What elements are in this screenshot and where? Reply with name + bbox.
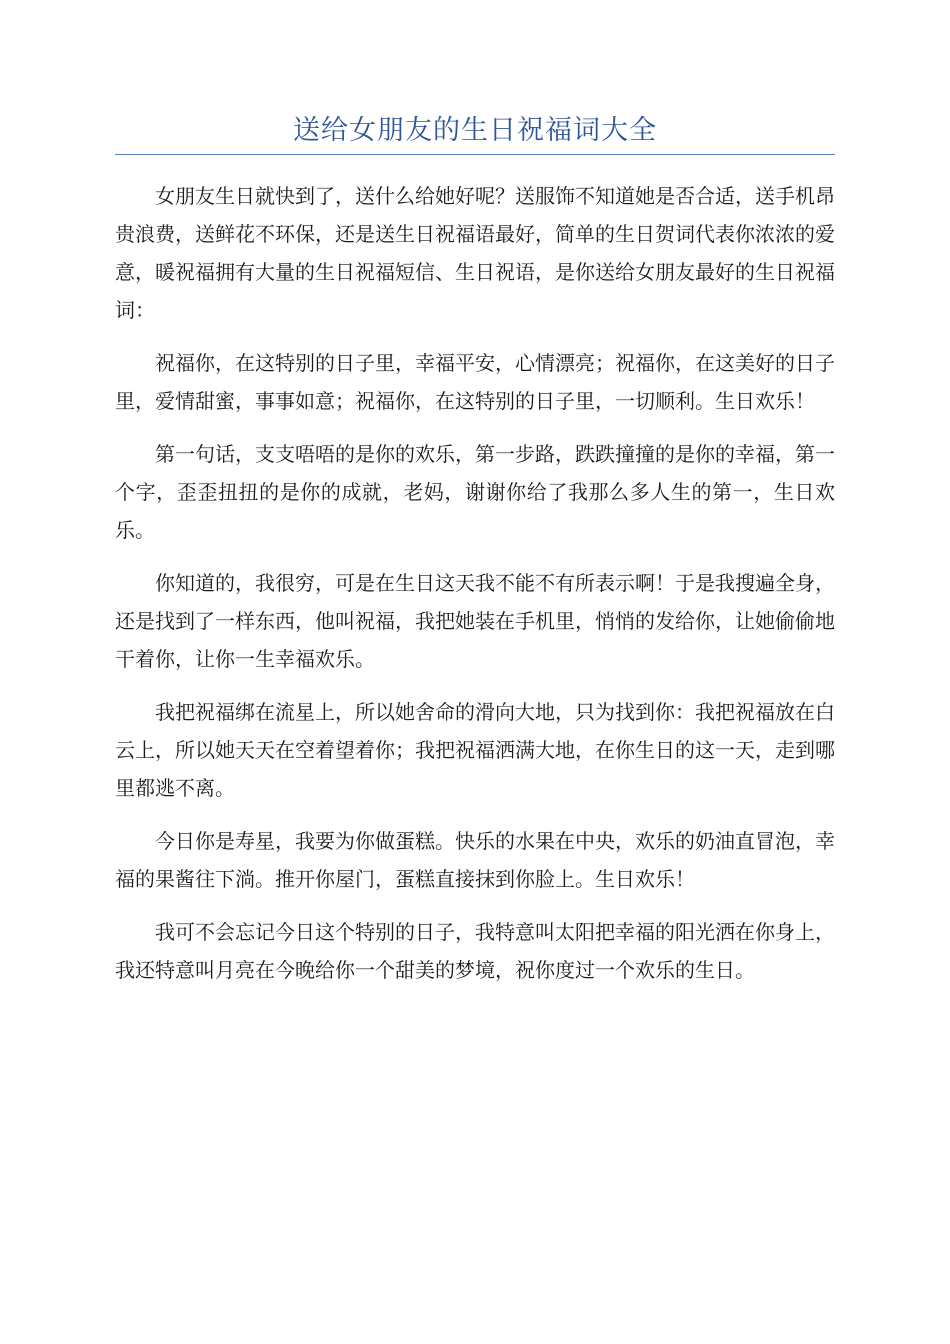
- paragraph-blessing-5: 今日你是寿星，我要为你做蛋糕。快乐的水果在中央，欢乐的奶油直冒泡，幸福的果酱往下淌。推开你屋门，蛋糕直接抹到你脸上。生日欢乐！: [115, 829, 835, 891]
- paragraph-intro: 女朋友生日就快到了，送什么给她好呢？送服饰不知道她是否合适，送手机昂贵浪费，送鲜花不环保，还是送生日祝福语最好，简单的生日贺词代表你浓浓的爱意，暖祝福拥有大量的生日祝福短信、生日祝语，是你送给女朋友最好的生日祝福词：: [115, 184, 835, 322]
- paragraph-blessing-3: 你知道的，我很穷，可是在生日这天我不能不有所表示啊！于是我搜遍全身，还是找到了一样东西，他叫祝福，我把她装在手机里，悄悄的发给你，让她偷偷地干着你，让你一生幸福欢乐。: [115, 571, 835, 671]
- title-underline: [115, 154, 835, 155]
- paragraph-blessing-2: 第一句话，支支唔唔的是你的欢乐，第一步路，跌跌撞撞的是你的幸福，第一个字，歪歪扭扭的是你的成就，老妈，谢谢你给了我那么多人生的第一，生日欢乐。: [115, 442, 835, 542]
- document-body: [115, 177, 835, 1004]
- paragraph-blessing-6: 我可不会忘记今日这个特别的日子，我特意叫太阳把幸福的阳光洒在你身上，我还特意叫月亮在今晚给你一个甜美的梦境，祝你度过一个欢乐的生日。: [115, 920, 835, 982]
- document-title: 送给女朋友的生日祝福词大全: [293, 115, 657, 146]
- title-block: [115, 112, 835, 155]
- paragraph-blessing-1: 祝福你，在这特别的日子里，幸福平安，心情漂亮；祝福你，在这美好的日子里，爱情甜蜜，事事如意；祝福你，在这特别的日子里，一切顺利。生日欢乐！: [115, 351, 835, 413]
- paragraph-blessing-4: 我把祝福绑在流星上，所以她舍命的滑向大地，只为找到你：我把祝福放在白云上，所以她天天在空着望着你；我把祝福洒满大地，在你生日的这一天，走到哪里都逃不离。: [115, 700, 835, 800]
